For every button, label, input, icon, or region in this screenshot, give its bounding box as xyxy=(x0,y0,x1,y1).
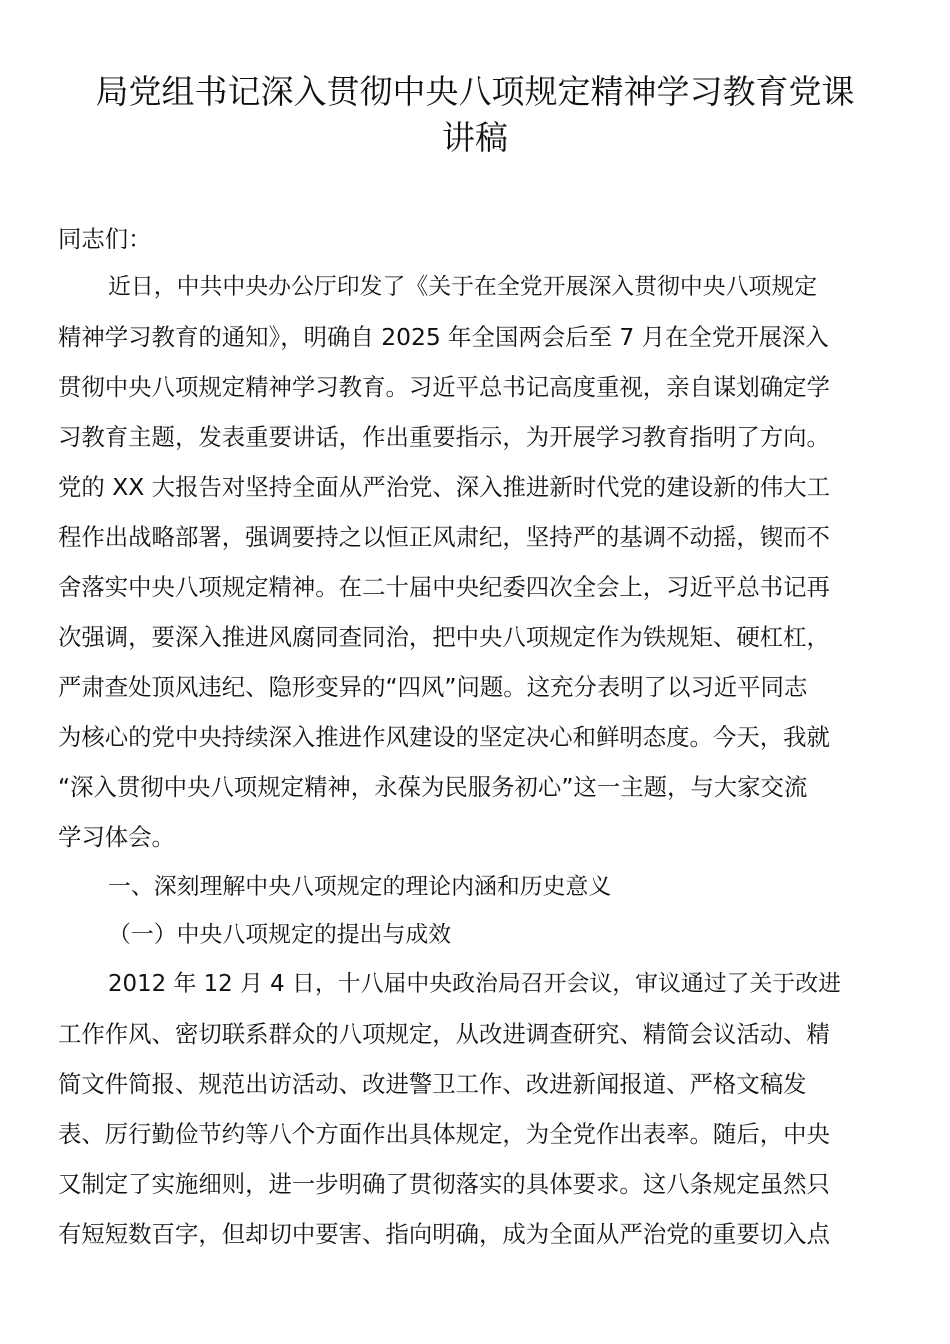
paragraph-1-line-1: 近日，中共中央办公厅印发了《关于在全党开展深入贯彻中央八项规定 xyxy=(108,274,818,300)
paragraph-1-line-2: 精神学习教育的通知》，明确自 2025 年全国两会后至 7 月在全党开展深入 xyxy=(58,323,829,351)
salutation: 同志们： xyxy=(58,225,152,253)
paragraph-1-line-6: 程作出战略部署，强调要持之以恒正风肃纪，坚持严的基调不动摇，锲而不 xyxy=(58,523,830,551)
paragraph-1-line-9: 严肃查处顶风违纪、隐形变异的“四风”问题。这充分表明了以习近平同志 xyxy=(58,673,808,701)
paragraph-1-line-11: “深入贯彻中央八项规定精神，永葆为民服务初心”这一主题，与大家交流 xyxy=(58,773,808,801)
paragraph-2-line-2: 工作作风、密切联系群众的八项规定，从改进调查研究、精简会议活动、精 xyxy=(58,1020,830,1048)
document-title-line-2: 讲稿 xyxy=(442,118,508,157)
paragraph-2-line-3: 简文件简报、规范出访活动、改进警卫工作、改进新闻报道、严格文稿发 xyxy=(58,1070,807,1098)
paragraph-1-line-7: 舍落实中央八项规定精神。在二十届中央纪委四次全会上，习近平总书记再 xyxy=(58,573,830,601)
section-heading-1: 一、深刻理解中央八项规定的理论内涵和历史意义 xyxy=(108,874,612,900)
paragraph-2-line-4: 表、厉行勤俭节约等八个方面作出具体规定，为全党作出表率。随后，中央 xyxy=(58,1120,830,1148)
paragraph-1-line-8: 次强调，要深入推进风腐同查同治，把中央八项规定作为铁规矩、硬杠杠， xyxy=(58,623,830,651)
paragraph-1-line-12: 学习体会。 xyxy=(58,823,175,851)
document-title-line-1: 局党组书记深入贯彻中央八项规定精神学习教育党课 xyxy=(95,72,855,111)
paragraph-1-line-3: 贯彻中央八项规定精神学习教育。习近平总书记高度重视，亲自谋划确定学 xyxy=(58,373,830,401)
section-heading-2: （一）中央八项规定的提出与成效 xyxy=(108,922,452,948)
paragraph-1-line-4: 习教育主题，发表重要讲话，作出重要指示，为开展学习教育指明了方向。 xyxy=(58,423,830,451)
paragraph-2-line-5: 又制定了实施细则，进一步明确了贯彻落实的具体要求。这八条规定虽然只 xyxy=(58,1170,830,1198)
paragraph-2-line-1: 2012 年 12 月 4 日，十八届中央政治局召开会议，审议通过了关于改进 xyxy=(108,971,841,997)
paragraph-1-line-5: 党的 XX 大报告对坚持全面从严治党、深入推进新时代党的建设新的伟大工 xyxy=(58,473,831,501)
paragraph-2-line-6: 有短短数百字，但却切中要害、指向明确，成为全面从严治党的重要切入点 xyxy=(58,1220,830,1248)
paragraph-1-line-10: 为核心的党中央持续深入推进作风建设的坚定决心和鲜明态度。今天，我就 xyxy=(58,723,830,751)
